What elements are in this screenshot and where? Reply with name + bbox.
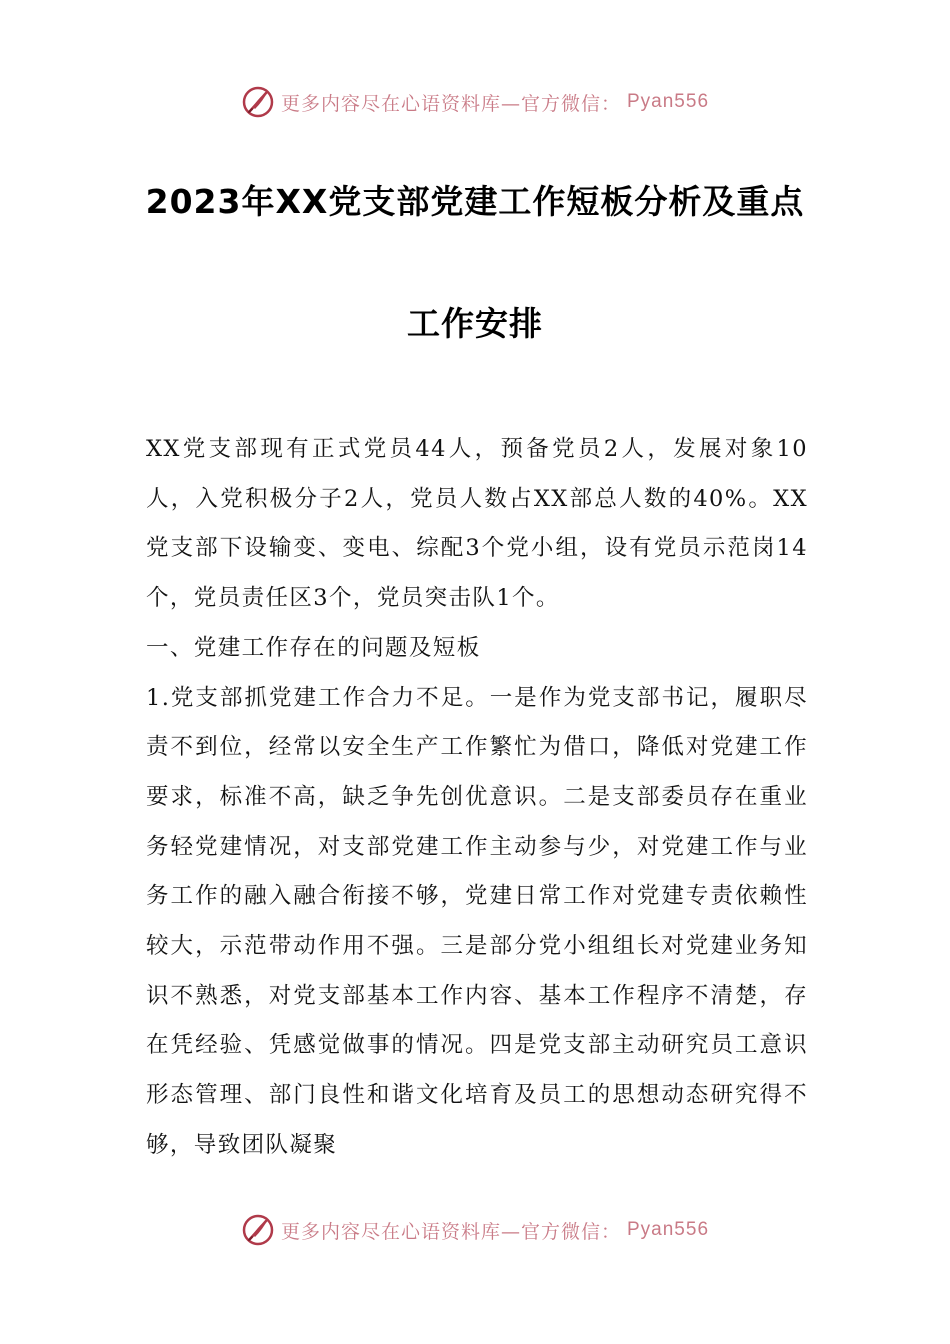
intro-paragraph: XX党支部现有正式党员44人，预备党员2人，发展对象10人，入党积极分子2人，党员人数占XX部总人数的40%。XX党支部下设输变、变电、综配3个党小组，设有党员示范岗14个，党员责任区3个，党员突击队1个。 <box>146 436 808 612</box>
header-watermark <box>0 82 950 122</box>
watermark-text: 更多内容尽在心语资料库—官方微信： <box>280 92 621 115</box>
footer-watermark <box>0 1210 950 1250</box>
watermark-wechat-id: Pyan556 <box>627 1219 710 1240</box>
quill-logo-icon <box>241 85 275 119</box>
quill-logo-icon <box>241 1213 275 1247</box>
watermark-wechat-id: Pyan556 <box>627 91 710 112</box>
section-heading: 一、党建工作存在的问题及短板 <box>146 634 481 661</box>
body-paragraph: 1.党支部抓党建工作合力不足。一是作为党支部书记，履职尽责不到位，经常以安全生产工作繁忙为借口，降低对党建工作要求，标准不高，缺乏争先创优意识。二是支部委员存在重业务轻党建情况，对支部党建工作主动参与少，对党建工作与业务工作的融入融合衔接不够，党建日常工作对党建专责依赖性较大，示范带动作用不强。三是部分党小组组长对党建业务知识不熟悉，对党支部基本工作内容、基本工作程序不清楚，存在凭经验、凭感觉做事的情况。四是党支部主动研究员工意识形态管理、部门良性和谐文化培育及员工的思想动态研究得不够，导致团队凝聚 <box>146 684 808 1158</box>
document-body <box>146 425 808 1171</box>
watermark-text: 更多内容尽在心语资料库—官方微信： <box>280 1220 621 1243</box>
document-title-line-2: 工作安排 <box>407 304 543 343</box>
document-title-line-1: 2023年XX党支部党建工作短板分析及重点 <box>145 182 805 221</box>
